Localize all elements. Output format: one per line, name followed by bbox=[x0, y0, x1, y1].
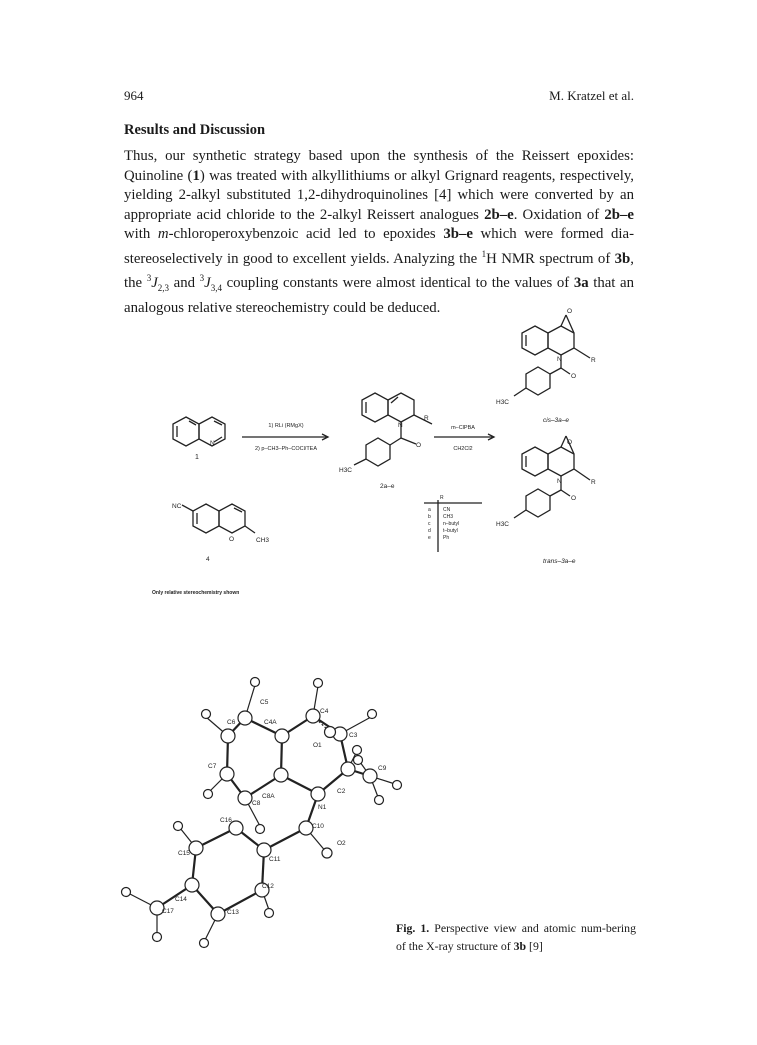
text-run: and bbox=[169, 275, 200, 292]
compound-number: 2a–e bbox=[380, 483, 395, 490]
cis-label: cis–3a–e bbox=[543, 417, 570, 424]
hydrogen-atom bbox=[353, 746, 362, 755]
atom-label-c9: C9 bbox=[378, 765, 387, 772]
r-letter: a bbox=[428, 507, 431, 513]
compound-ref: 3b bbox=[614, 250, 631, 267]
atom-ellipsoid bbox=[238, 711, 252, 725]
hydrogen-atom bbox=[122, 888, 131, 897]
reagent-step-2: 2) p–CH3–Ph–COCl/TEA bbox=[254, 446, 318, 452]
atom-label: R bbox=[591, 357, 596, 364]
compound-ref: 3a bbox=[573, 275, 589, 292]
atom-label: NC bbox=[172, 503, 182, 510]
compound-ref: 2b–e bbox=[604, 206, 634, 223]
atom-label-c7: C7 bbox=[208, 763, 217, 770]
text-run: . Oxidation of bbox=[513, 206, 605, 223]
r-value: CH3 bbox=[443, 514, 454, 520]
atom-ellipsoid bbox=[185, 878, 199, 892]
r-value: Ph bbox=[443, 535, 450, 541]
compound-ref: 3b bbox=[513, 938, 527, 953]
atom-label-c12: C12 bbox=[262, 883, 274, 890]
hydrogen-atom bbox=[204, 790, 213, 799]
atom-label-c3: C3 bbox=[349, 732, 358, 739]
atom-ellipsoid bbox=[221, 729, 235, 743]
atom-label: CH3 bbox=[256, 537, 270, 544]
atom-label-c4a: C4A bbox=[264, 719, 277, 726]
atom-label: O bbox=[567, 439, 573, 446]
atom-label: H3C bbox=[496, 521, 510, 528]
atom-ellipsoid bbox=[275, 729, 289, 743]
atom-label-c2: C2 bbox=[337, 788, 346, 795]
text-run: ) was treated with alkyllithiums or alkyl Grignard reagents, respectively, yielding 2-alkyl substituted 1,2-dihydroquinolines [4] which were converted by an appropriate acid chloride to the 2-alkyl Reissert analogues bbox=[124, 167, 634, 223]
atom-ellipsoid bbox=[274, 768, 288, 782]
atom-label: R bbox=[591, 479, 596, 486]
atom-label: H3C bbox=[339, 467, 353, 474]
text-run: H NMR spectrum of bbox=[486, 250, 615, 267]
atom-label-c10: C10 bbox=[312, 823, 324, 830]
subscript: 3,4 bbox=[210, 283, 222, 294]
trans-label: trans–3a–e bbox=[543, 558, 576, 565]
atom-label: N bbox=[398, 422, 403, 429]
subscript: 2,3 bbox=[157, 283, 170, 294]
atom-label-c11: C11 bbox=[269, 856, 281, 863]
atom-label-c8: C8 bbox=[252, 800, 261, 807]
hydrogen-atom bbox=[153, 933, 162, 942]
atom-label: O bbox=[416, 442, 422, 449]
superscript: 3 bbox=[199, 273, 205, 284]
superscript: 1 bbox=[481, 248, 487, 259]
atom-ellipsoid bbox=[299, 821, 313, 835]
caption-text: Perspective view and atomic num-bering of the X-ray structure of bbox=[396, 921, 636, 953]
atom-label: N bbox=[557, 356, 562, 363]
r-value: n–butyl bbox=[443, 521, 460, 527]
atom-label-c17: C17 bbox=[162, 908, 174, 915]
reagent-oxidant: m–ClPBA bbox=[451, 425, 475, 431]
section-heading: Results and Discussion bbox=[124, 122, 266, 138]
atom-ellipsoid bbox=[238, 791, 252, 805]
atom-ellipsoid bbox=[211, 907, 225, 921]
text-run: with bbox=[124, 226, 158, 243]
atom-label: O bbox=[571, 373, 577, 380]
compound-ref: 1 bbox=[192, 167, 200, 184]
hydrogen-atom bbox=[375, 796, 384, 805]
atom-ellipsoid bbox=[220, 767, 234, 781]
r-value: t–butyl bbox=[443, 528, 458, 534]
hydrogen-atom bbox=[251, 678, 260, 687]
r-letter: e bbox=[428, 535, 431, 541]
atom-label-c13: C13 bbox=[227, 909, 239, 916]
compound-ref: 2b–e bbox=[484, 206, 514, 223]
hydrogen-atom bbox=[265, 909, 274, 918]
text-run: coupling constants were almost identical to the values of bbox=[221, 275, 574, 292]
r-letter: d bbox=[428, 528, 431, 534]
atom-label: O bbox=[229, 536, 235, 543]
superscript: 3 bbox=[146, 273, 152, 284]
hydrogen-atom bbox=[200, 939, 209, 948]
hydrogen-atom bbox=[354, 756, 363, 765]
hydrogen-atom bbox=[368, 710, 377, 719]
atom-ellipsoid bbox=[363, 769, 377, 783]
atom-label-c6: C6 bbox=[227, 719, 236, 726]
r-letter: b bbox=[428, 514, 431, 520]
atom-ellipsoid bbox=[311, 787, 325, 801]
r-letter: c bbox=[428, 521, 431, 527]
atom-ellipsoid bbox=[322, 848, 332, 858]
hydrogen-atom bbox=[174, 822, 183, 831]
running-head-authors: M. Kratzel et al. bbox=[549, 88, 634, 103]
atom-label-c5: C5 bbox=[260, 699, 269, 706]
atom-label-c16: C16 bbox=[220, 817, 232, 824]
hydrogen-atom bbox=[256, 825, 265, 834]
atom-ellipsoid bbox=[257, 843, 271, 857]
atom-ellipsoid bbox=[341, 762, 355, 776]
figure-label: Fig. 1. bbox=[396, 921, 430, 935]
reagent-step-1: 1) RLi (RMgX) bbox=[268, 423, 304, 429]
citation: [9] bbox=[526, 938, 543, 953]
atom-label: N bbox=[210, 440, 215, 447]
stereochemistry-note: Only relative stereochemistry shown bbox=[152, 590, 240, 596]
atom-label-c8a: C8A bbox=[262, 793, 275, 800]
r-value: CN bbox=[443, 507, 451, 513]
reagent-solvent: CH2Cl2 bbox=[453, 446, 473, 452]
hydrogen-atom bbox=[393, 781, 402, 790]
figure-caption bbox=[396, 920, 636, 955]
text-run: that an analogous relative stereochemistry could be deduced. bbox=[124, 275, 634, 316]
hydrogen-atom bbox=[202, 710, 211, 719]
compound-number: 1 bbox=[195, 454, 199, 461]
atom-label: N bbox=[557, 478, 562, 485]
page-number: 964 bbox=[124, 88, 144, 103]
table-header: R bbox=[440, 495, 444, 501]
coupling-symbol: J bbox=[151, 275, 158, 292]
text-run: Thus, our synthetic strategy based upon the synthesis of the Reissert epoxides: Quinoline ( bbox=[124, 148, 634, 184]
atom-ellipsoid bbox=[189, 841, 203, 855]
text-run: which were formed dia-stereoselectively in good to excellent yields. Analyzing the bbox=[124, 226, 634, 267]
atom-label: O bbox=[571, 495, 577, 502]
atom-label-n1: N1 bbox=[318, 804, 327, 811]
atom-label: H3C bbox=[496, 399, 510, 406]
atom-label: R bbox=[424, 415, 429, 422]
atom-label-o1: O1 bbox=[313, 742, 322, 749]
text-run: , the bbox=[124, 250, 634, 292]
atom-label-c15: C15 bbox=[178, 850, 190, 857]
compound-number: 4 bbox=[206, 556, 210, 563]
atom-label-c14: C14 bbox=[175, 896, 187, 903]
hydrogen-atom bbox=[314, 679, 323, 688]
coupling-symbol: J bbox=[204, 275, 211, 292]
italic-prefix: m bbox=[157, 226, 169, 243]
atom-ellipsoid bbox=[306, 709, 320, 723]
atom-label: O bbox=[567, 308, 573, 315]
atom-label-c4: C4 bbox=[320, 708, 329, 715]
atom-label-o2: O2 bbox=[337, 840, 346, 847]
compound-ref: 3b–e bbox=[443, 226, 473, 243]
text-run: -chloroperoxybenzoic acid led to epoxides bbox=[168, 226, 444, 243]
atom-ellipsoid bbox=[325, 727, 336, 738]
